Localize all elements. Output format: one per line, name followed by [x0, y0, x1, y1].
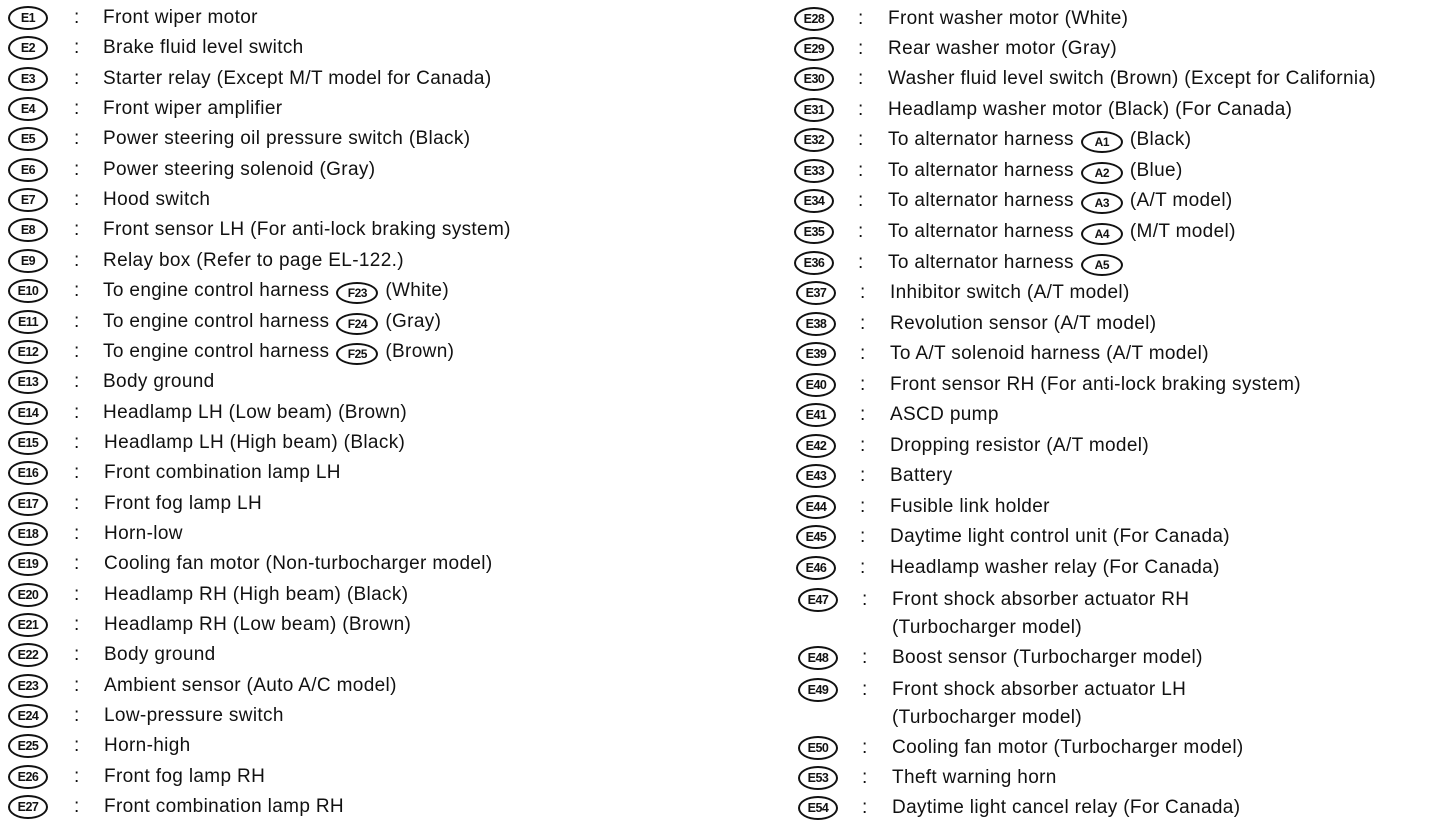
separator-colon: :: [74, 705, 80, 726]
separator-colon: :: [862, 679, 868, 700]
connector-code-badge: E37: [796, 281, 836, 305]
connector-description: [890, 282, 1130, 304]
separator-colon: :: [74, 766, 80, 787]
description-text: Front fog lamp LH: [104, 493, 263, 514]
harness-ref-badge: A5: [1081, 254, 1123, 276]
description-text: Front wiper amplifier: [103, 98, 283, 119]
connector-code-badge: E16: [8, 461, 48, 485]
separator-colon: :: [74, 341, 80, 362]
connector-code-badge: E45: [796, 525, 836, 549]
description-text: Battery: [890, 465, 953, 486]
connector-description: [104, 553, 493, 575]
connector-description: [892, 679, 1186, 729]
connector-description: [890, 465, 953, 487]
description-text: To engine control harness: [103, 311, 330, 332]
connector-code-badge: E2: [8, 36, 48, 60]
connector-description: [103, 7, 258, 29]
separator-colon: :: [74, 675, 80, 696]
connector-code-badge: E8: [8, 218, 48, 242]
description-text: Headlamp washer relay (For Canada): [890, 557, 1220, 578]
separator-colon: :: [74, 68, 80, 89]
connector-description: [888, 38, 1117, 60]
connector-code-badge: E43: [796, 464, 836, 488]
description-text: Theft warning horn: [892, 767, 1057, 788]
connector-description: [103, 68, 492, 90]
description-text: Front wiper motor: [103, 7, 258, 28]
connector-description: [892, 797, 1240, 819]
description-text: Headlamp washer motor (Black) (For Canada): [888, 99, 1293, 120]
description-text: Front combination lamp RH: [104, 796, 345, 817]
connector-description: [890, 343, 1209, 365]
separator-colon: :: [74, 432, 80, 453]
description-text: To alternator harness: [888, 160, 1074, 181]
connector-description: [103, 280, 449, 303]
connector-description: [890, 435, 1149, 457]
description-text: Inhibitor switch (A/T model): [890, 282, 1130, 303]
connector-description: [888, 68, 1376, 90]
connector-code-badge: E10: [8, 279, 48, 303]
separator-colon: :: [74, 644, 80, 665]
description-text: To alternator harness: [888, 221, 1074, 242]
connector-code-badge: E40: [796, 373, 836, 397]
connector-description: [103, 128, 470, 150]
connector-code-badge: E28: [794, 7, 834, 31]
connector-code-badge: E41: [796, 403, 836, 427]
connector-code-badge: E12: [8, 340, 48, 364]
harness-ref-badge: F23: [336, 282, 378, 304]
description-text: Daytime light control unit (For Canada): [890, 526, 1230, 547]
connector-code-badge: E36: [794, 251, 834, 275]
description-text: To engine control harness: [103, 280, 330, 301]
description-text: Front sensor RH (For anti-lock braking system): [890, 374, 1301, 395]
connector-description: [892, 767, 1057, 789]
connector-description: [103, 341, 454, 364]
connector-code-badge: E53: [798, 766, 838, 790]
description-text: Body ground: [104, 644, 216, 665]
separator-colon: :: [74, 219, 80, 240]
connector-code-badge: E19: [8, 552, 48, 576]
separator-colon: :: [74, 462, 80, 483]
description-text: To A/T solenoid harness (A/T model): [890, 343, 1209, 364]
connector-description: [888, 221, 1236, 244]
description-suffix: (Black): [1129, 129, 1192, 150]
separator-colon: :: [74, 98, 80, 119]
separator-colon: :: [74, 280, 80, 301]
description-text: Dropping resistor (A/T model): [890, 435, 1149, 456]
separator-colon: :: [74, 553, 80, 574]
description-text: Boost sensor (Turbocharger model): [892, 647, 1203, 668]
description-text: Power steering oil pressure switch (Black): [103, 128, 471, 149]
description-text: Headlamp LH (Low beam) (Brown): [103, 402, 408, 423]
description-text: Front washer motor (White): [888, 8, 1129, 29]
connector-description: [104, 493, 262, 515]
description-text: Low-pressure switch: [104, 705, 284, 726]
description-text: Rear washer motor (Gray): [888, 38, 1118, 59]
connector-description: [104, 614, 411, 636]
description-second-line: (Turbocharger model): [892, 617, 1083, 638]
connector-code-badge: E47: [798, 588, 838, 612]
description-text: Revolution sensor (A/T model): [890, 313, 1157, 334]
description-text: Daytime light cancel relay (For Canada): [892, 797, 1241, 818]
connector-code-badge: E17: [8, 492, 48, 516]
description-text: Fusible link holder: [890, 496, 1050, 517]
harness-ref-badge: A1: [1081, 131, 1123, 153]
connector-description: [888, 99, 1292, 121]
description-text: Body ground: [103, 371, 215, 392]
connector-description: [104, 462, 341, 484]
connector-description: [104, 644, 216, 666]
connector-description: [890, 374, 1301, 396]
description-text: Power steering solenoid (Gray): [103, 159, 376, 180]
description-suffix: (A/T model): [1129, 190, 1233, 211]
harness-ref-badge: F25: [336, 343, 378, 365]
description-text: Front shock absorber actuator RH: [892, 589, 1190, 610]
description-text: To alternator harness: [888, 190, 1074, 211]
connector-description: [104, 796, 344, 818]
connector-description: [103, 311, 441, 334]
description-text: To alternator harness: [888, 129, 1074, 150]
connector-code-badge: E50: [798, 736, 838, 760]
connector-code-badge: E1: [8, 6, 48, 30]
separator-colon: :: [74, 493, 80, 514]
description-suffix: (White): [385, 280, 450, 301]
description-text: To alternator harness: [888, 252, 1074, 273]
connector-description: [888, 8, 1128, 30]
connector-description: [892, 737, 1244, 759]
connector-code-badge: E48: [798, 646, 838, 670]
description-text: Cooling fan motor (Turbocharger model): [892, 737, 1244, 758]
connector-code-badge: E22: [8, 643, 48, 667]
separator-colon: :: [858, 252, 864, 273]
connector-code-badge: E38: [796, 312, 836, 336]
connector-code-badge: E9: [8, 249, 48, 273]
connector-code-badge: E49: [798, 678, 838, 702]
description-suffix: (Gray): [385, 311, 442, 332]
connector-code-badge: E7: [8, 188, 48, 212]
connector-description: [104, 735, 191, 757]
separator-colon: :: [858, 38, 864, 59]
connector-code-badge: E44: [796, 495, 836, 519]
connector-code-badge: E46: [796, 556, 836, 580]
description-text: Front fog lamp RH: [104, 766, 266, 787]
connector-code-badge: E33: [794, 159, 834, 183]
connector-description: [888, 160, 1183, 183]
connector-description: [890, 404, 999, 426]
description-text: Relay box (Refer to page EL-122.): [103, 250, 404, 271]
connector-description: [103, 402, 407, 424]
connector-description: [104, 675, 397, 697]
connector-code-badge: E32: [794, 128, 834, 152]
connector-code-badge: E14: [8, 401, 48, 425]
connector-code-badge: E5: [8, 127, 48, 151]
description-text: Hood switch: [103, 189, 211, 210]
separator-colon: :: [860, 343, 866, 364]
connector-description: [103, 159, 375, 181]
connector-description: [890, 496, 1050, 518]
connector-code-badge: E25: [8, 734, 48, 758]
separator-colon: :: [858, 190, 864, 211]
connector-description: [888, 129, 1191, 152]
separator-colon: :: [860, 465, 866, 486]
connector-description: [888, 252, 1130, 275]
separator-colon: :: [74, 250, 80, 271]
separator-colon: :: [858, 8, 864, 29]
description-text: Headlamp RH (Low beam) (Brown): [104, 614, 412, 635]
separator-colon: :: [862, 797, 868, 818]
connector-description: [103, 37, 304, 59]
harness-ref-badge: A2: [1081, 162, 1123, 184]
separator-colon: :: [860, 282, 866, 303]
connector-code-badge: E11: [8, 310, 48, 334]
separator-colon: :: [74, 311, 80, 332]
connector-code-badge: E39: [796, 342, 836, 366]
description-text: Front shock absorber actuator LH: [892, 679, 1187, 700]
description-text: Brake fluid level switch: [103, 37, 304, 58]
separator-colon: :: [74, 189, 80, 210]
separator-colon: :: [860, 496, 866, 517]
connector-code-badge: E18: [8, 522, 48, 546]
separator-colon: :: [74, 796, 80, 817]
separator-colon: :: [860, 374, 866, 395]
separator-colon: :: [858, 221, 864, 242]
description-text: Headlamp LH (High beam) (Black): [104, 432, 406, 453]
separator-colon: :: [858, 129, 864, 150]
connector-code-badge: E20: [8, 583, 48, 607]
separator-colon: :: [860, 557, 866, 578]
connector-code-badge: E29: [794, 37, 834, 61]
separator-colon: :: [74, 523, 80, 544]
description-second-line: (Turbocharger model): [892, 707, 1083, 728]
description-text: Front combination lamp LH: [104, 462, 341, 483]
description-text: ASCD pump: [890, 404, 999, 425]
separator-colon: :: [860, 435, 866, 456]
connector-description: [890, 313, 1156, 335]
separator-colon: :: [860, 526, 866, 547]
connector-description: [892, 589, 1189, 639]
connector-description: [103, 98, 282, 120]
connector-code-badge: E3: [8, 67, 48, 91]
separator-colon: :: [74, 614, 80, 635]
description-text: Horn-low: [104, 523, 183, 544]
separator-colon: :: [74, 371, 80, 392]
separator-colon: :: [74, 735, 80, 756]
connector-code-badge: E31: [794, 98, 834, 122]
connector-code-badge: E27: [8, 795, 48, 819]
connector-description: [104, 584, 408, 606]
separator-colon: :: [74, 402, 80, 423]
connector-code-badge: E13: [8, 370, 48, 394]
description-text: Headlamp RH (High beam) (Black): [104, 584, 409, 605]
harness-ref-badge: A3: [1081, 192, 1123, 214]
connector-description: [890, 526, 1230, 548]
connector-code-badge: E15: [8, 431, 48, 455]
connector-code-badge: E35: [794, 220, 834, 244]
description-text: Ambient sensor (Auto A/C model): [104, 675, 397, 696]
separator-colon: :: [74, 128, 80, 149]
connector-description: [892, 647, 1203, 669]
separator-colon: :: [74, 159, 80, 180]
connector-description: [104, 523, 183, 545]
description-text: Starter relay (Except M/T model for Canada): [103, 68, 492, 89]
separator-colon: :: [74, 37, 80, 58]
connector-code-badge: E34: [794, 189, 834, 213]
connector-description: [104, 705, 284, 727]
connector-description: [104, 766, 265, 788]
separator-colon: :: [858, 99, 864, 120]
description-text: To engine control harness: [103, 341, 330, 362]
separator-colon: :: [860, 313, 866, 334]
description-text: Cooling fan motor (Non-turbocharger model): [104, 553, 493, 574]
connector-code-badge: E23: [8, 674, 48, 698]
description-suffix: (Brown): [385, 341, 455, 362]
description-text: Horn-high: [104, 735, 191, 756]
description-text: Front sensor LH (For anti-lock braking system): [103, 219, 511, 240]
connector-description: [103, 189, 210, 211]
description-suffix: (M/T model): [1129, 221, 1236, 242]
description-suffix: (Blue): [1129, 160, 1183, 181]
separator-colon: :: [74, 7, 80, 28]
separator-colon: :: [860, 404, 866, 425]
harness-ref-badge: F24: [336, 313, 378, 335]
connector-code-badge: E4: [8, 97, 48, 121]
description-text: Washer fluid level switch (Brown) (Except for California): [888, 68, 1377, 89]
separator-colon: :: [862, 589, 868, 610]
connector-description: [890, 557, 1220, 579]
connector-code-badge: E26: [8, 765, 48, 789]
connector-code-badge: E42: [796, 434, 836, 458]
separator-colon: :: [862, 767, 868, 788]
separator-colon: :: [858, 160, 864, 181]
connector-code-badge: E24: [8, 704, 48, 728]
connector-code-badge: E21: [8, 613, 48, 637]
connector-code-badge: E54: [798, 796, 838, 820]
harness-ref-badge: A4: [1081, 223, 1123, 245]
separator-colon: :: [862, 737, 868, 758]
connector-code-badge: E6: [8, 158, 48, 182]
connector-description: [103, 250, 404, 272]
separator-colon: :: [862, 647, 868, 668]
separator-colon: :: [858, 68, 864, 89]
connector-description: [888, 190, 1233, 213]
connector-description: [103, 219, 511, 241]
connector-description: [103, 371, 215, 393]
separator-colon: :: [74, 584, 80, 605]
connector-code-badge: E30: [794, 67, 834, 91]
connector-description: [104, 432, 405, 454]
